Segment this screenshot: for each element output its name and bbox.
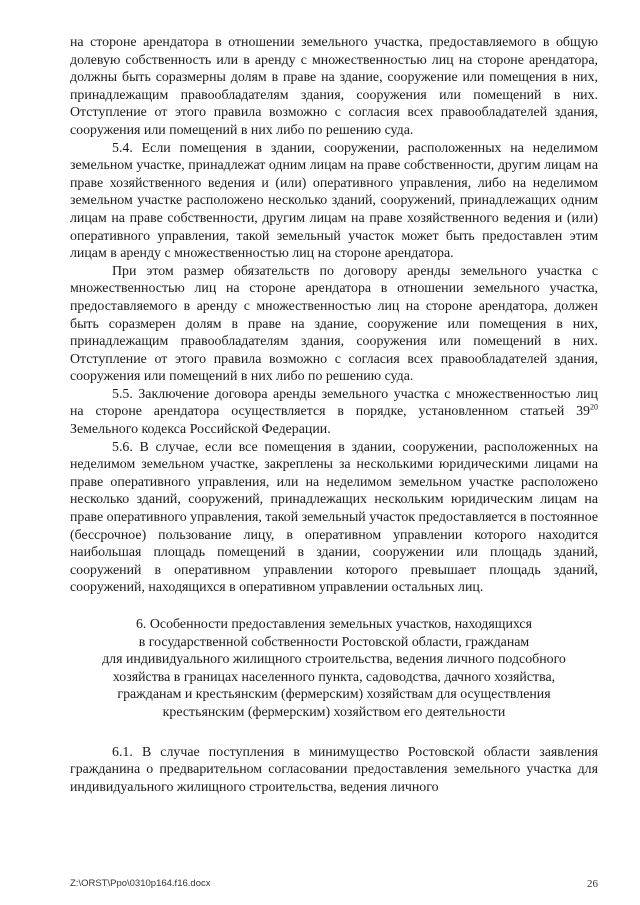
section-title-line: для индивидуального жилищного строительства, ведения личного подсобного [102, 652, 566, 668]
paragraph-continuation: на стороне арендатора в отношении земельного участка, предоставляемого в общую долевую собственность или в аренду с множественностью лиц на стороне арендатора, должны быть соразмерны долям в праве на здание, сооружение или помещения в них, принадлежащим правообладателям здания, сооружения или помещений в них. Отступление от этого правила возможно с согласия всех правообладателей здания, сооружения или помещений в них либо по решению суда. [70, 35, 598, 138]
section-title-line: 6. Особенности предоставления земельных участков, находящихся [135, 617, 532, 632]
paragraph-5-5-text-after: Земельного кодекса Российской Федерации. [70, 422, 331, 438]
footer-page-number: 26 [587, 878, 598, 890]
paragraph-5-5 [70, 386, 598, 439]
section-title-line: гражданам и крестьянским (фермерским) хозяйствам для осуществления [117, 687, 551, 703]
paragraph-6-1: 6.1. В случае поступления в минимущество Ростовской области заявления гражданина о предварительном согласовании предоставления земельного участка для индивидуального жилищного строительства, ведения личного [70, 744, 598, 795]
section-title-line: в государственной собственности Ростовской области, гражданам [138, 634, 530, 650]
paragraph-5-4-cont: При этом размер обязательств по договору аренды земельного участка с множественностью лиц на стороне арендатора в отношении земельного участка, предоставляемого в аренду с множественностью лиц на стороне арендатора, должен быть соразмерен долям в праве на здание, сооружение или помещения в них, принадлежащим правообладателям здания, сооружения или помещений в них. Отступление от этого правила возможно с согласия всех правообладателей здания, сооружения или помещений в них либо по решению суда. [70, 263, 598, 385]
section-title-line: хозяйства в границах населенного пункта, садоводства, дачного хозяйства, [112, 669, 556, 685]
section-title-line: крестьянским (фермерским) хозяйством его деятельности [162, 704, 506, 720]
paragraph-5-6: 5.6. В случае, если все помещения в здании, сооружении, расположенных на неделимом земельном участке, закреплены за несколькими юридическими лицами на праве оперативного управления, или на неделимом земельном участке расположено несколько зданий, сооружений, принадлежащих нескольким юридическим лицам на праве оперативного управления, такой земельный участок предоставляется в постоянное (бессрочное) пользование лицу, в оперативном управлении которого находится наибольшая площадь помещений в здании, сооружении или площадь зданий, сооружений в оперативном управлении которого превышает площадь зданий, сооружений, находящихся в оперативном управлении остальных лиц. [70, 439, 598, 596]
section-6-title [70, 616, 598, 722]
footer-file-path: Z:\ORST\Ppo\0310p164.f16.docx [70, 878, 211, 889]
paragraph-5-5-text-before: 5.5. Заключение договора аренды земельного участка с множественностью лиц на стороне арендатора осуществляется в порядке, установленном статьей 39 [70, 386, 598, 420]
document-page [70, 34, 598, 796]
paragraph-5-4: 5.4. Если помещения в здании, сооружении, расположенных на неделимом земельном участке, принадлежат одним лицам на праве собственности, другим лицам на праве хозяйственного ведения и (или) оперативного управления, либо на неделимом земельном участке расположено несколько зданий, сооружений, принадлежащих одним лицам на праве собственности, другим лицам на праве хозяйственного ведения и (или) оперативного управления, такой земельный участок может быть предоставлен этим лицам в аренду с множественностью лиц на стороне арендатора. [70, 140, 598, 262]
article-superscript: 20 [590, 402, 598, 412]
